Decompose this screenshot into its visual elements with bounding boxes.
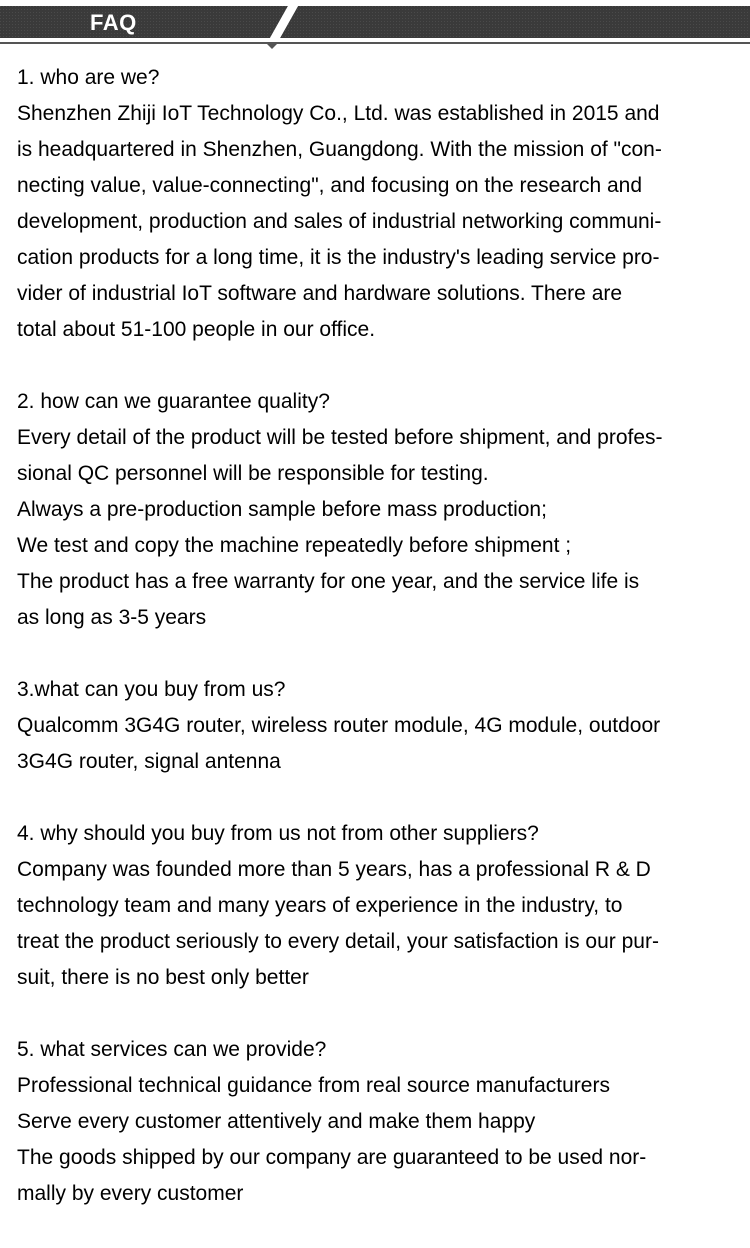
faq-answer-line: cation products for a long time, it is the industry's leading service pro- xyxy=(17,246,660,269)
faq-answer-line: development, production and sales of industrial networking communi- xyxy=(17,210,662,233)
faq-answer-line: suit, there is no best only better xyxy=(17,966,309,989)
faq-banner-right xyxy=(280,6,750,38)
faq-item xyxy=(17,1032,737,1212)
faq-question: 3.what can you buy from us? xyxy=(17,678,286,701)
faq-answer-line: Always a pre-production sample before mass production; xyxy=(17,498,547,521)
faq-answer-line: The goods shipped by our company are guaranteed to be used nor- xyxy=(17,1146,647,1169)
faq-answer-line: treat the product seriously to every detail, your satisfaction is our pur- xyxy=(17,930,659,953)
faq-question: 5. what services can we provide? xyxy=(17,1038,327,1061)
faq-answer-line: technology team and many years of experience in the industry, to xyxy=(17,894,623,917)
faq-answer-line: 3G4G router, signal antenna xyxy=(17,750,281,773)
faq-answer-line: Serve every customer attentively and make them happy xyxy=(17,1110,536,1133)
faq-header-pointer xyxy=(266,43,278,49)
faq-answer-line: sional QC personnel will be responsible for testing. xyxy=(17,462,489,485)
faq-list xyxy=(17,60,737,1248)
faq-answer-line: Every detail of the product will be tested before shipment, and profes- xyxy=(17,426,663,449)
faq-item xyxy=(17,816,737,996)
faq-answer-line: is headquartered in Shenzhen, Guangdong. With the mission of "con- xyxy=(17,138,662,161)
faq-title: FAQ xyxy=(90,10,137,35)
faq-answer-line: We test and copy the machine repeatedly before shipment ; xyxy=(17,534,572,557)
faq-answer-line: as long as 3-5 years xyxy=(17,606,207,629)
faq-header xyxy=(0,0,750,50)
faq-answer-line: Shenzhen Zhiji IoT Technology Co., Ltd. was established in 2015 and xyxy=(17,102,660,125)
faq-item xyxy=(17,384,737,636)
faq-answer-line: necting value, value-connecting", and focusing on the research and xyxy=(17,174,643,197)
faq-banner-left xyxy=(0,6,288,38)
faq-answer-line: The product has a free warranty for one year, and the service life is xyxy=(17,570,640,593)
faq-answer-line: vider of industrial IoT software and hardware solutions. There are xyxy=(17,282,623,305)
faq-question: 1. who are we? xyxy=(17,66,160,89)
faq-question: 2. how can we guarantee quality? xyxy=(17,390,330,413)
faq-answer-line: mally by every customer xyxy=(17,1182,244,1205)
faq-item xyxy=(17,60,737,348)
faq-answer-line: total about 51-100 people in our office. xyxy=(17,318,376,341)
faq-answer-line: Company was founded more than 5 years, has a professional R & D xyxy=(17,858,651,881)
faq-answer-line: Professional technical guidance from real source manufacturers xyxy=(17,1074,610,1097)
faq-item xyxy=(17,672,737,780)
faq-answer-line: Qualcomm 3G4G router, wireless router module, 4G module, outdoor xyxy=(17,714,661,737)
faq-question: 4. why should you buy from us not from other suppliers? xyxy=(17,822,539,845)
